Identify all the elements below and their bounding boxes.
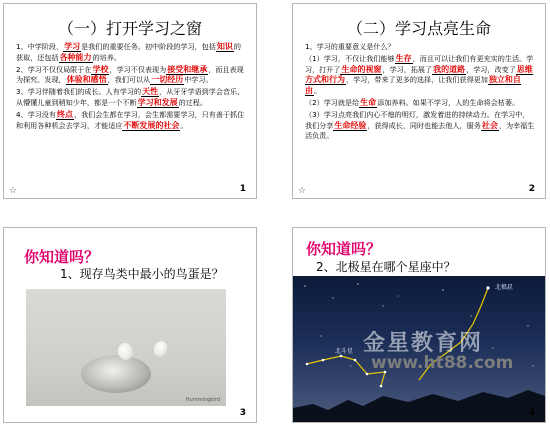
slide-body: [16, 42, 246, 132]
intro-question: 1、学习的重要意义是什么？: [305, 42, 395, 51]
big-dipper-label: 北斗星: [335, 348, 354, 355]
watermark-url: www.ht88.com: [371, 353, 514, 373]
slide-heading: 你知道吗？: [306, 240, 382, 258]
slide-transition-icon: ☆: [298, 186, 307, 196]
item-3: （3）学习点亮我们内心不熄的明灯，激发着进的持续动力。在学习中，我们分享生命经验，获得成长，同时也能去他人，服务社会，为幸福生活负责。: [305, 109, 535, 141]
slide-thumbnail-3[interactable]: [3, 227, 257, 423]
question-text: 2、北极星在哪个星座中？: [316, 260, 456, 274]
slide-title: （一）打开学习之窗: [57, 19, 202, 38]
slide-number: 4: [528, 408, 535, 418]
bird-egg-photo: [26, 289, 226, 406]
slide-number: 2: [528, 184, 535, 194]
slide-heading: 你知道吗？: [24, 248, 100, 266]
watermark-logo: 金星教育网: [363, 331, 484, 356]
slide-title: （二）学习点亮生命: [346, 19, 491, 38]
egg-image: [152, 339, 170, 358]
bullet-3: 3、学习伴随着我们的成长。人有学习的天性，从牙牙学语到学会音乐，从懵懂儿童到稍知少年，都是一个不断学习和发展的过程。: [16, 87, 245, 107]
slide-thumbnail-2[interactable]: [292, 3, 546, 199]
bullet-1: 1、中学阶段，学习是我们的重要任务。初中阶段的学习，包括知识的获取，还包括各种能力的培养。: [16, 42, 241, 62]
bullet-4: 4、学习没有终点，我们会生都在学习，会生都需要学习，只有善于抓住和利用各种机会去学习，才能适应不断发展的社会。: [16, 109, 245, 130]
bullet-2: 2、学习不仅仅局限于在学校，学习不仅表现为接受和继承，而且表现为探究、发现，体验和感悟，我们可以从一切经历中学习。: [16, 64, 244, 85]
slide-number: 1: [239, 184, 246, 194]
north-star-label: 北极星: [495, 284, 514, 291]
coin-image: [81, 355, 151, 393]
slide-body: [305, 42, 535, 143]
photo-caption: Hummingbird: [185, 397, 220, 403]
question-text: 1、现存鸟类中最小的鸟蛋是？: [60, 267, 224, 281]
slide-number: 3: [239, 408, 246, 418]
slide-transition-icon: ☆: [9, 186, 18, 196]
slide-thumbnail-4[interactable]: [292, 227, 546, 423]
item-1: （1）学习，不仅让我们能够生存，而且可以让我们有更充实的生活。学习，打开了生命的视窗，学习，拓展了我的道路，学习，改变了思维方式和行为，学习，带来了更多的选择，让我们获得更加独立和自由。: [305, 53, 534, 96]
item-2: （2）学习就是给生命添加养料。如果不学习，人的生命将会枯萎。: [305, 97, 520, 107]
slide-thumbnail-1[interactable]: [3, 3, 257, 199]
